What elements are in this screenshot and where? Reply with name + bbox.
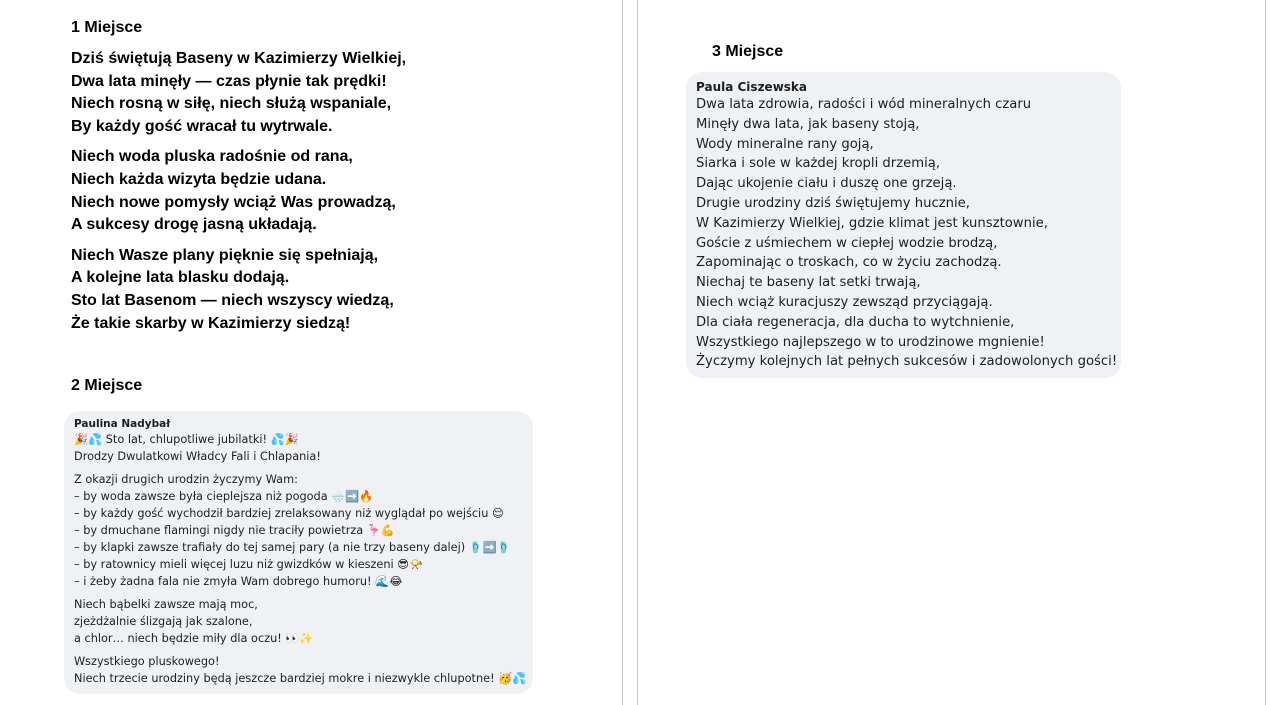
poem-stanza: [71, 146, 406, 236]
poem-line: Niech rosną w siłę, niech służą wspaniale,: [71, 95, 392, 113]
comment-line: – by każdy gość wychodził bardziej zrelaksowany niż wyglądał po wejściu 😌: [74, 507, 504, 520]
comment-line: Niech trzecie urodziny będą jeszcze bardziej mokre i niezwykle chlupotne! 🥳💦: [74, 672, 527, 685]
comment-line: Wszystkiego najlepszego w to urodzinowe mgnienie!: [696, 334, 1045, 350]
comment-line: Minęły dwa lata, jak baseny stoją,: [696, 116, 920, 132]
poem-line: Niech nowe pomysły wciąż Was prowadzą,: [71, 193, 396, 211]
comment-line: W Kazimierzy Wielkiej, gdzie klimat jest kunsztownie,: [696, 215, 1048, 231]
comment-line: – by klapki zawsze trafiały do tej samej pary (a nie trzy baseny dalej) 🩴➡️🩴: [74, 541, 511, 554]
comment-line: – by woda zawsze była cieplejsza niż pogoda 🌧️➡️🔥: [74, 490, 374, 503]
poem-line: Dwa lata minęły — czas płynie tak prędki!: [71, 72, 387, 90]
comment-line: Niech bąbelki zawsze mają moc,: [74, 598, 258, 611]
poem-stanza: [71, 245, 406, 335]
comment-line: a chlor… niech będzie miły dla oczu! 👀✨: [74, 632, 314, 645]
comment-line: Zapominając o troskach, co w życiu zachodzą.: [696, 255, 1002, 271]
comment-line: Goście z uśmiechem w ciepłej wodzie brodzą,: [696, 235, 998, 251]
comment-line: Życzymy kolejnych lat pełnych sukcesów i zadowolonych gości!: [696, 354, 1118, 370]
comment-line: Dwa lata zdrowia, radości i wód mineralnych czaru: [696, 97, 1032, 112]
second-place-comment: [64, 411, 533, 694]
second-place-heading: 2 Miejsce: [71, 377, 143, 394]
third-place-heading: 3 Miejsce: [712, 43, 784, 60]
comment-paragraph: [74, 471, 523, 590]
poem-line: A sukcesy drogę jasną układają.: [71, 216, 317, 234]
comment-line: zjeżdżalnie ślizgają jak szalone,: [74, 615, 253, 628]
third-place-comment: [686, 72, 1121, 378]
poem-line: By każdy gość wracał tu wytrwale.: [71, 117, 333, 135]
comment-line: 🎉💦 Sto lat, chlupotliwe jubilatki! 💦🎉: [74, 433, 299, 446]
comment-line: – by ratownicy mieli więcej luzu niż gwizdków w kieszeni 😎📯: [74, 558, 424, 571]
comment-author: Paula Ciszewska: [696, 80, 807, 94]
comment-line: – by dmuchane flamingi nigdy nie traciły powietrza 🦩💪: [74, 524, 395, 537]
comment-line: Niech wciąż kuracjuszy zewsząd przyciągają.: [696, 294, 993, 310]
poem-line: A kolejne lata blasku dodają.: [71, 269, 290, 287]
comment-line: Siarka i sole w każdej kropli drzemią,: [696, 156, 941, 172]
first-place-poem: [71, 48, 406, 335]
comment-paragraph: [74, 431, 523, 465]
poem-line: Sto lat Basenom — niech wszyscy wiedzą,: [71, 291, 394, 309]
poem-line: Niech Wasze plany pięknie się spełniają,: [71, 246, 379, 264]
poem-line: Dziś świętują Baseny w Kazimierzy Wielkiej,: [71, 50, 407, 67]
poem-line: Niech każda wizyta będzie udana.: [71, 170, 327, 188]
comment-line: Niechaj te baseny lat setki trwają,: [696, 275, 921, 291]
comment-paragraph: [74, 653, 527, 687]
comment-paragraph: [74, 596, 523, 647]
comment-line: Drugie urodziny dziś świętujemy hucznie,: [696, 195, 970, 211]
comment-line: Drodzy Dwulatkowi Władcy Fali i Chlapania!: [74, 450, 321, 463]
comment-author: Paulina Nadybał: [74, 418, 171, 430]
comment-line: Dla ciała regeneracja, dla ducha to wytchnienie,: [696, 314, 1015, 330]
first-place-heading: 1 Miejsce: [71, 19, 143, 36]
comment-line: Dając ukojenie ciału i duszę one grzeją.: [696, 176, 957, 192]
poem-stanza: [71, 48, 406, 138]
poem-line: Że takie skarby w Kazimierzy siedzą!: [71, 314, 351, 332]
poem-line: Niech woda pluska radośnie od rana,: [71, 148, 353, 166]
comment-line: Z okazji drugich urodzin życzymy Wam:: [74, 473, 298, 486]
comment-line: Wszystkiego pluskowego!: [74, 655, 220, 668]
comment-line: Wody mineralne rany goją,: [696, 136, 874, 152]
comment-line: – i żeby żadna fala nie zmyła Wam dobrego humoru! 🌊😂: [74, 575, 403, 588]
